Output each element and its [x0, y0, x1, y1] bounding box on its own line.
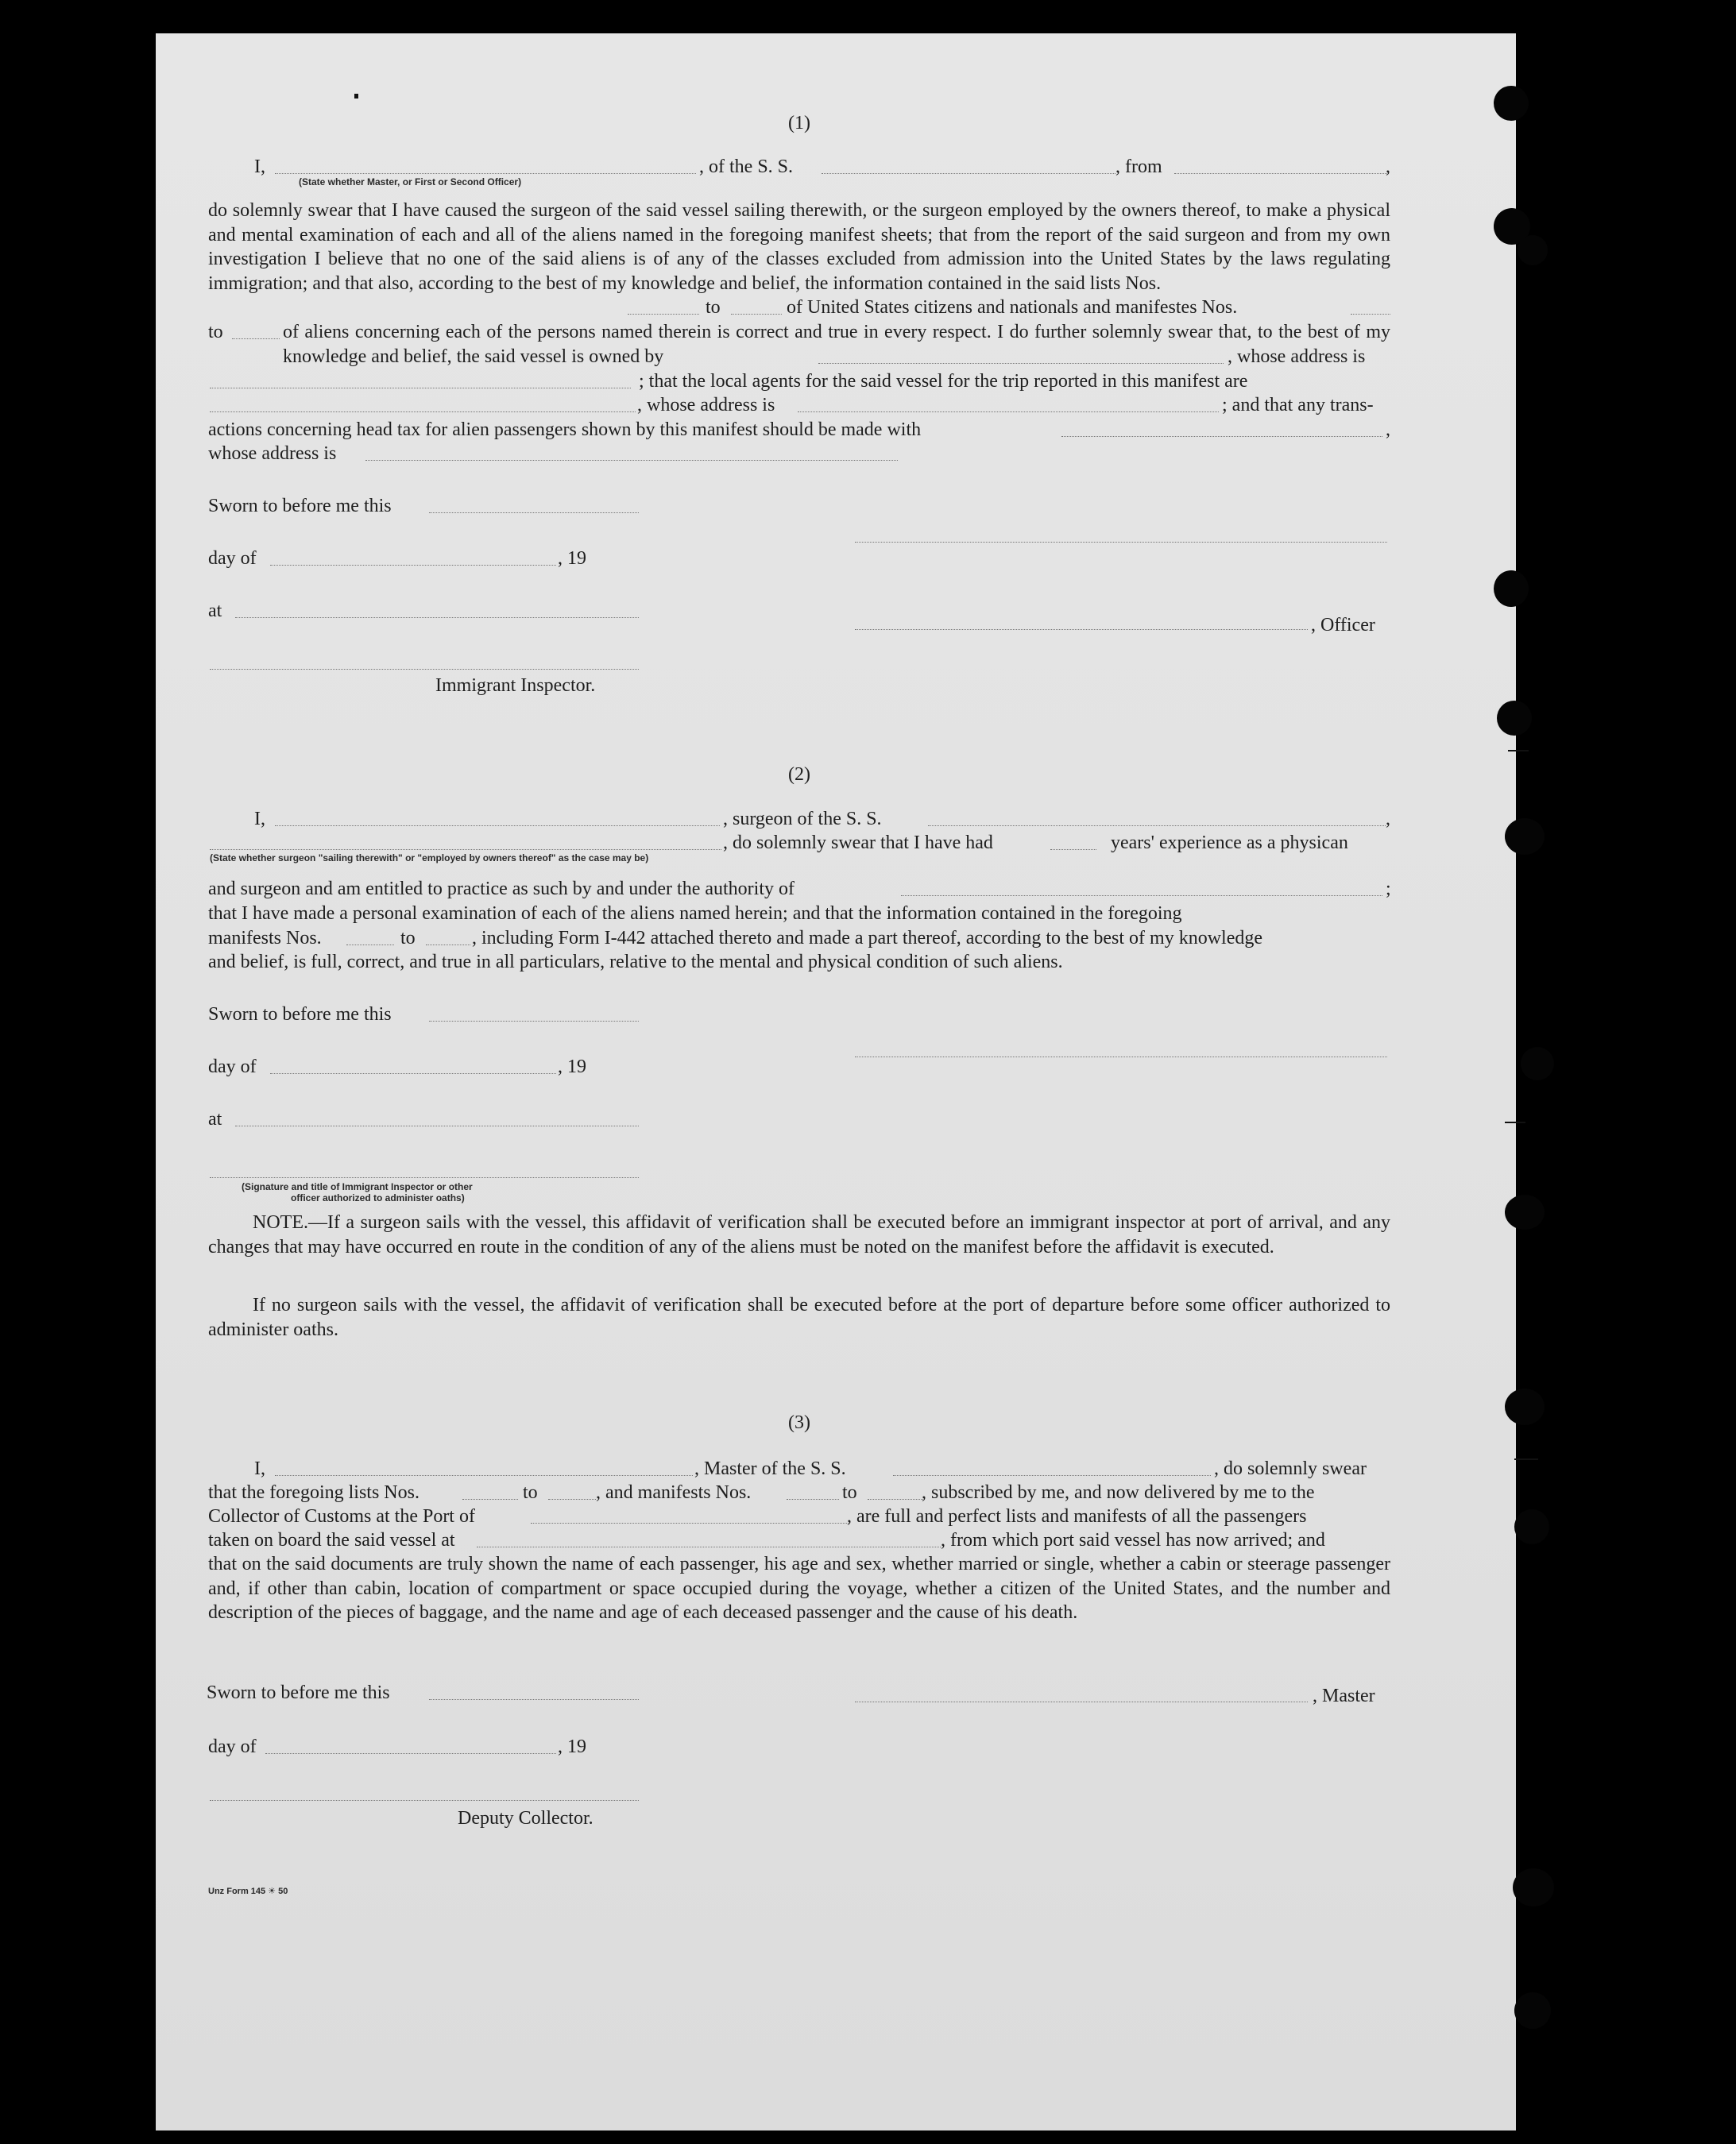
section-2-i-label: I,: [254, 809, 265, 829]
deputy-collector-label: Deputy Collector.: [458, 1808, 593, 1829]
taken-on-board-label: taken on board the said vessel at: [208, 1530, 455, 1551]
day-of-label-2: day of: [208, 1057, 257, 1077]
manifests-to-label: to: [400, 928, 416, 948]
punch-hole: [1494, 86, 1529, 121]
of-ss-label: , of the S. S.: [699, 156, 794, 177]
lists-nos-label: that the foregoing lists Nos.: [208, 1482, 420, 1503]
ink-speck: [354, 94, 358, 99]
section-2-number: (2): [788, 764, 810, 785]
ink-speck: [1514, 1458, 1538, 1460]
belief-label: and belief, is full, correct, and true in all particulars, relative to the mental and physical condition of such aliens.: [208, 952, 1063, 972]
at-label-2: at: [208, 1109, 222, 1130]
officer-label: , Officer: [1311, 615, 1375, 635]
punch-hole: [1521, 1047, 1554, 1080]
local-agents-label: ; that the local agents for the said vessel for the trip reported in this manifest are: [639, 371, 1248, 392]
punch-hole: [1494, 570, 1529, 607]
aliens-owned-text: of aliens concerning each of the persons named therein is correct and true in every respect. I do further solemnly swear that, to the best of my knowledge and belief, the said vessel is owned by: [283, 322, 1390, 367]
day-of-label-3: day of: [208, 1736, 257, 1757]
punch-hole: [1513, 1868, 1554, 1906]
punch-hole: [1505, 1195, 1545, 1230]
authority-line: [901, 895, 1382, 896]
immigrant-inspector-label: Immigrant Inspector.: [435, 675, 596, 696]
surgeon-type-note: (State whether surgeon "sailing therewith" or "employed by owners thereof" as the case may be): [210, 852, 649, 863]
signature-note-2: officer authorized to administer oaths): [291, 1192, 465, 1203]
punch-hole: [1518, 235, 1548, 265]
at-label: at: [208, 601, 222, 621]
year-label-2: , 19: [558, 1057, 586, 1077]
year-label-3: , 19: [558, 1736, 586, 1757]
trans-label: ; and that any trans-: [1222, 395, 1374, 415]
years-line: [1050, 849, 1096, 850]
punch-hole: [1514, 1992, 1551, 2029]
section-1-oath-text: do solemnly swear that I have caused the surgeon of the said vessel sailing therewith, or the surgeon employed by the owners thereof, to make a physical and mental examination of each and all of the aliens named in the foregoing manifest sheets; that from the report of the said surgeon and from my own investigation I believe that no one of the said aliens is of any of the classes excluded from admission into the United States by the laws regulating immigration; and that also, according to the best of my knowledge and belief, the information contained in the said lists Nos.: [208, 200, 1390, 294]
surgeon-name-line: [275, 825, 720, 826]
authority-label: and surgeon and am entitled to practice as such by and under the authority of: [208, 879, 795, 899]
master-label: , Master: [1313, 1686, 1375, 1706]
collector-port-line: [531, 1523, 849, 1524]
from-port-line: [1174, 173, 1389, 174]
punch-hole: [1497, 701, 1532, 736]
lists-to-label-3: to: [523, 1482, 538, 1503]
officer-title-line: [855, 629, 1308, 630]
note-paragraph-2: If no surgeon sails with the vessel, the affidavit of verification shall be executed before at the port of departure before some officer authorized to administer oaths.: [208, 1295, 1390, 1340]
subscribed-label: , subscribed by me, and now delivered by me to the: [922, 1482, 1315, 1503]
day-of-label: day of: [208, 548, 257, 569]
agents-address-label: , whose address is: [637, 395, 775, 415]
surgeon-swear-label: , do solemnly swear that I have had: [723, 832, 993, 853]
section-1-number: (1): [788, 113, 810, 133]
vessel-name-line: [822, 173, 1115, 174]
note-paragraph-1: NOTE.—If a surgeon sails with the vessel, this affidavit of verification shall be executed before an immigrant inspector at port of arrival, and any changes that may have occurred en route in the condition of any of the aliens must be noted on the manifest before the affidavit is executed.: [208, 1212, 1390, 1257]
punch-hole: [1505, 818, 1545, 855]
agents-address-line: [798, 411, 1219, 412]
years-label: years' experience as a physican: [1111, 832, 1348, 853]
owner-address-label: , whose address is: [1228, 346, 1366, 367]
owner-line: [818, 363, 1224, 364]
whose-address-line: [365, 460, 898, 461]
punch-hole: [1505, 1389, 1545, 1425]
from-label: , from: [1115, 156, 1162, 177]
form-i442-label: , including Form I-442 attached thereto and made a part thereof, according to the best of my knowledge: [472, 928, 1263, 948]
master-vessel-line: [893, 1475, 1211, 1476]
whose-address-label: whose address is: [208, 443, 337, 464]
head-tax-label: actions concerning head tax for alien passengers shown by this manifest should be made with: [208, 419, 922, 440]
lists-to-label: to: [706, 297, 721, 318]
collector-port-label: Collector of Customs at the Port of: [208, 1506, 475, 1527]
sworn-label-2: Sworn to before me this: [208, 1004, 392, 1025]
ink-speck: [1508, 750, 1529, 751]
manifests-nos-label-3: , and manifests Nos.: [596, 1482, 752, 1503]
section-3-number: (3): [788, 1412, 810, 1433]
master-of-label: , Master of the S. S.: [694, 1458, 846, 1479]
sworn-label: Sworn to before me this: [208, 496, 392, 516]
citizens-manifests-label: of United States citizens and nationals and manifestes Nos.: [787, 297, 1238, 318]
examination-text: that I have made a personal examination of each of the aliens named herein; and that the information contained in the foregoing: [208, 903, 1182, 924]
signature-note-1: (Signature and title of Immigrant Inspector or other: [242, 1181, 473, 1192]
master-swear-label: , do solemnly swear: [1214, 1458, 1367, 1479]
documents-text: that on the said documents are truly shown the name of each passenger, his age and sex, whether married or single, whether a cabin or steerage passenger and, if other than cabin, location of compartment or space occupied during the voyage, whether a citizen of the United States, and the number and description of the pieces of baggage, and the name and age of each deceased passenger and the cause of his death.: [208, 1554, 1390, 1623]
head-tax-line: [1061, 436, 1382, 437]
aliens-to-label: to: [208, 322, 223, 342]
surgeon-vessel-line: [928, 825, 1386, 826]
ink-speck: [1505, 1122, 1525, 1123]
full-lists-label: , are full and perfect lists and manifests of all the passengers: [847, 1506, 1307, 1527]
manifests-nos-label: manifests Nos.: [208, 928, 322, 948]
section-3-i-label: I,: [254, 1458, 265, 1479]
form-number: Unz Form 145 ☀ 50: [208, 1887, 288, 1896]
section-1-i-label: I,: [254, 156, 265, 177]
agents-line: [210, 411, 636, 412]
officer-signature-line: [855, 542, 1387, 543]
officer-rank-line: [275, 173, 696, 174]
master-name-line: [275, 1475, 693, 1476]
sworn-label-3: Sworn to before me this: [207, 1682, 390, 1703]
year-label: , 19: [558, 548, 586, 569]
surgeon-of-label: , surgeon of the S. S.: [723, 809, 882, 829]
manifests-to-label-3: to: [842, 1482, 857, 1503]
punch-hole: [1514, 1509, 1549, 1544]
arrived-label: , from which port said vessel has now arrived; and: [941, 1530, 1325, 1551]
surgeon-type-line: [210, 849, 721, 850]
officer-rank-note: (State whether Master, or First or Second Officer): [299, 176, 522, 187]
